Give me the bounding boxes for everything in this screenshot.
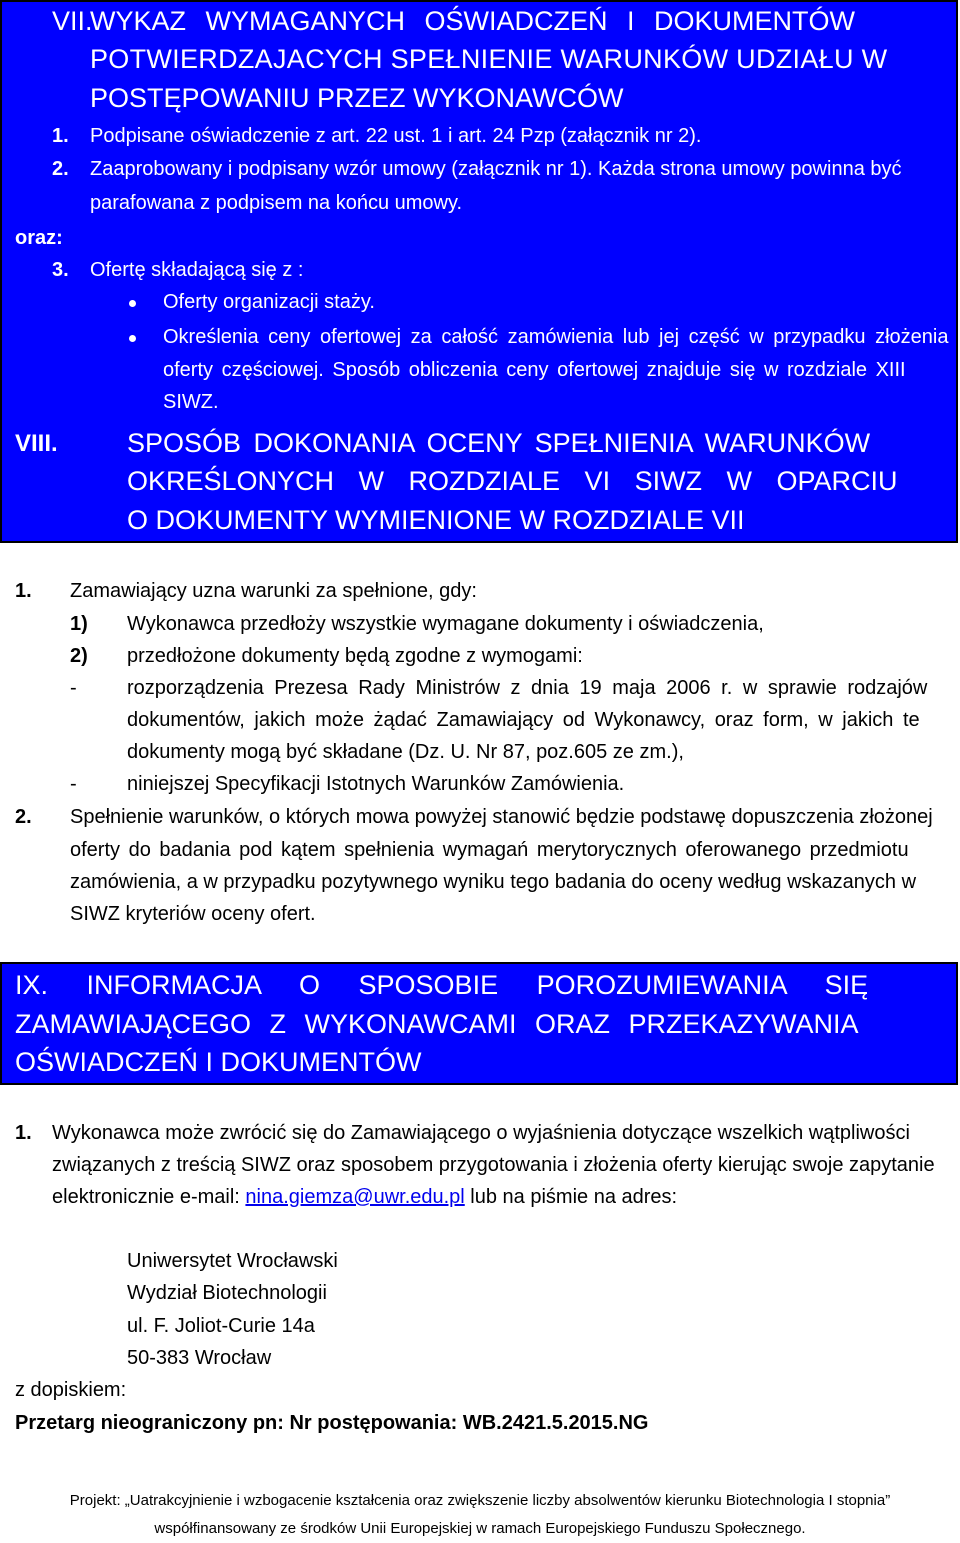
annotation-text: Przetarg nieograniczony pn: Nr postępowania: WB.2421.5.2015.NG bbox=[15, 1412, 649, 1434]
section-7-title-line2: POTWIERDZAJACYCH SPEŁNIENIE WARUNKÓW UDZIAŁU W bbox=[90, 44, 888, 74]
section-7-title-line1 bbox=[90, 6, 942, 37]
s8-p2-line2: oferty do badania pod kątem spełnienia wymagań merytorycznych oferowanego przedmiotu bbox=[70, 839, 909, 861]
s8-dash1-line1: rozporządzenia Prezesa Rady Ministrów z dnia 19 maja 2006 r. w sprawie rodzajów bbox=[127, 677, 928, 699]
bullet-icon bbox=[129, 335, 136, 342]
s8-dash2-text: niniejszej Specyfikacji Istotnych Warunków Zamówienia. bbox=[127, 773, 625, 795]
section-7-number: VII. bbox=[52, 6, 93, 36]
section-7-title-line1-text: WYKAZ WYMAGANYCH OŚWIADCZEŃ I DOKUMENTÓW bbox=[90, 6, 856, 36]
s9-p1-line3-pre: elektronicznie e-mail: bbox=[52, 1186, 246, 1208]
section-8-title-line3: O DOKUMENTY WYMIENIONE W ROZDZIALE VII bbox=[127, 505, 745, 535]
section-9-title-line3: OŚWIADCZEŃ I DOKUMENTÓW bbox=[15, 1047, 422, 1077]
address-line-2: Wydział Biotechnologii bbox=[127, 1282, 327, 1304]
s9-p1-line3 bbox=[52, 1186, 677, 1209]
section-8-number: VIII. bbox=[15, 430, 58, 457]
item-1-text: Podpisane oświadczenie z art. 22 ust. 1 i art. 24 Pzp (załącznik nr 2). bbox=[90, 125, 702, 147]
s9-p1-line3-post: lub na piśmie na adres: bbox=[464, 1186, 678, 1208]
s8-dash1-line3: dokumenty mogą być składane (Dz. U. Nr 87, poz.605 ze zm.), bbox=[127, 741, 684, 763]
address-line-4: 50-383 Wrocław bbox=[127, 1347, 272, 1369]
s9-p1-number: 1. bbox=[15, 1122, 32, 1144]
bullet-1-text: Oferty organizacji staży. bbox=[163, 291, 375, 313]
s8-sub2-text: przedłożone dokumenty będą zgodne z wymogami: bbox=[127, 645, 583, 667]
annotation-label: z dopiskiem: bbox=[15, 1379, 127, 1401]
section-8-title-line1: SPOSÓB DOKONANIA OCENY SPEŁNIENIA WARUNKÓW bbox=[127, 428, 871, 458]
s8-p1-number: 1. bbox=[15, 580, 32, 602]
footer-line2: współfinansowany ze środków Unii Europejskiej w ramach Europejskiego Funduszu Społecznego. bbox=[154, 1520, 806, 1537]
s8-sub2-number: 2) bbox=[70, 645, 88, 667]
section-8-title-line2: OKREŚLONYCH W ROZDZIALE VI SIWZ W OPARCIU bbox=[127, 466, 898, 496]
email-link[interactable]: nina.giemza@uwr.edu.pl bbox=[245, 1186, 465, 1208]
s9-p1-line1: Wykonawca może zwrócić się do Zamawiającego o wyjaśnienia dotyczące wszelkich wątpliwości bbox=[52, 1122, 910, 1144]
bullet-2-line3: SIWZ. bbox=[163, 391, 219, 413]
section-7-title-line3: POSTĘPOWANIU PRZEZ WYKONAWCÓW bbox=[90, 83, 624, 113]
s8-dash1-line2: dokumentów, jakich może żądać Zamawiający od Wykonawcy, oraz form, w jakich te bbox=[127, 709, 920, 731]
address-line-3: ul. F. Joliot-Curie 14a bbox=[127, 1315, 315, 1337]
s9-p1-line2: związanych z treścią SIWZ oraz sposobem przygotowania i złożenia oferty kierując swoje zapytanie bbox=[52, 1154, 935, 1176]
s8-p2-line1: Spełnienie warunków, o których mowa powyżej stanowić będzie podstawę dopuszczenia złożonej bbox=[70, 806, 933, 828]
item-3-number: 3. bbox=[52, 259, 69, 281]
s8-p2-number: 2. bbox=[15, 806, 32, 828]
s8-p1-text: Zamawiający uzna warunki za spełnione, gdy: bbox=[70, 580, 477, 602]
footer-line1: Projekt: „Uatrakcyjnienie i wzbogacenie kształcenia oraz zwiększenie liczby absolwentów kierunku Biotechnologia I stopnia” bbox=[69, 1492, 891, 1509]
item-2-number: 2. bbox=[52, 158, 69, 180]
s8-dash2: - bbox=[70, 773, 77, 795]
bullet-icon bbox=[129, 300, 136, 307]
bullet-2-line2: oferty częściowej. Sposób obliczenia ceny ofertowej znajduje się w rozdziale XIII bbox=[163, 359, 906, 381]
s8-sub1-number: 1) bbox=[70, 613, 88, 635]
section-9-title-line1: IX. INFORMACJA O SPOSOBIE POROZUMIEWANIA SIĘ bbox=[15, 970, 869, 1000]
s8-p2-line3: zamówienia, a w przypadku pozytywnego wyniku tego badania do oceny według wskazanych w bbox=[70, 871, 917, 893]
item-3-text: Ofertę składającą się z : bbox=[90, 259, 304, 281]
oraz-label: oraz: bbox=[15, 227, 63, 249]
s8-sub1-text: Wykonawca przedłoży wszystkie wymagane dokumenty i oświadczenia, bbox=[127, 613, 764, 635]
s8-p2-line4: SIWZ kryteriów oceny ofert. bbox=[70, 903, 316, 925]
item-2-text-cont: parafowana z podpisem na końcu umowy. bbox=[90, 192, 463, 214]
item-1-number: 1. bbox=[52, 125, 69, 147]
s8-dash1: - bbox=[70, 677, 77, 699]
bullet-2-line1: Określenia ceny ofertowej za całość zamówienia lub jej część w przypadku złożenia bbox=[163, 326, 949, 348]
address-line-1: Uniwersytet Wrocławski bbox=[127, 1250, 338, 1272]
section-9-title-line2: ZAMAWIAJĄCEGO Z WYKONAWCAMI ORAZ PRZEKAZYWANIA bbox=[15, 1009, 859, 1039]
item-2-text: Zaaprobowany i podpisany wzór umowy (załącznik nr 1). Każda strona umowy powinna być bbox=[90, 158, 902, 180]
